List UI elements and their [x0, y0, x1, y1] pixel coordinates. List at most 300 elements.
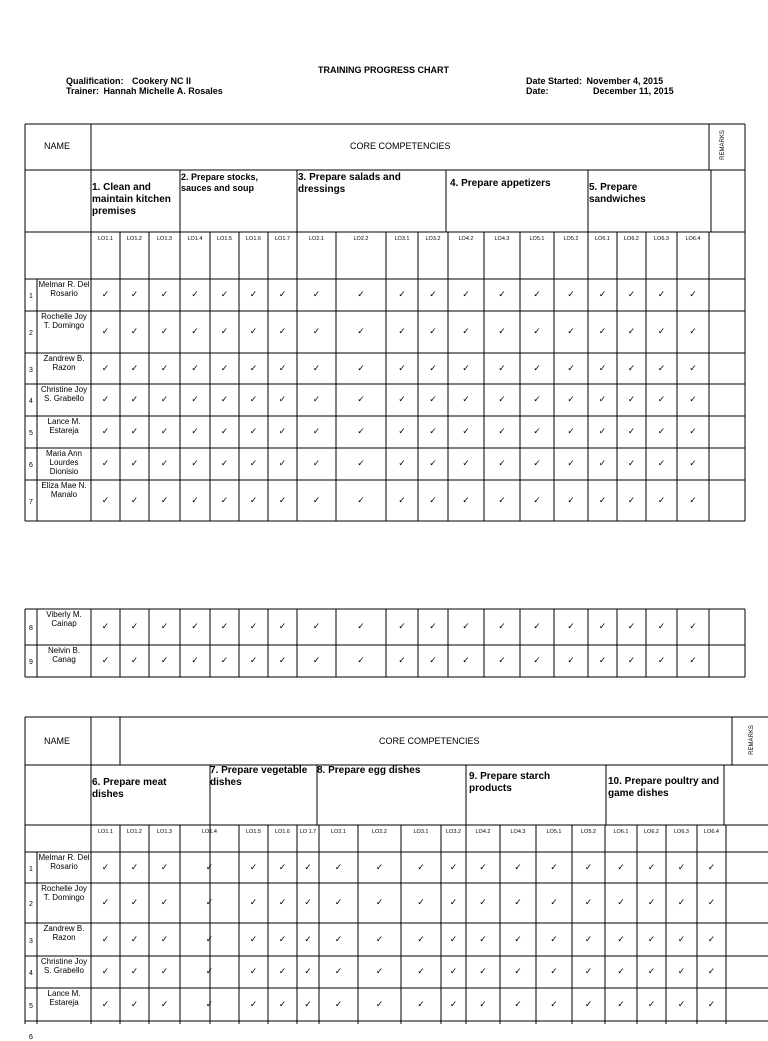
- table2-row-number: 2: [29, 901, 33, 908]
- table1-check-icon: ✓: [249, 494, 258, 505]
- table1-lo-header: LO1.4: [187, 236, 203, 242]
- table1-check-icon: ✓: [398, 426, 406, 436]
- table1-cont-check-icon: ✓: [398, 621, 406, 631]
- table2-check-icon: ✓: [249, 897, 258, 907]
- table2-check-icon: ✓: [449, 998, 458, 1009]
- table2-row-number: 1: [29, 865, 33, 873]
- table2-check-icon: ✓: [584, 897, 593, 907]
- table1-check-icon: ✓: [567, 426, 575, 436]
- table1-row-number: 3: [29, 366, 33, 374]
- table1-check-icon: ✓: [130, 458, 139, 468]
- table1-row-number: 2: [29, 330, 33, 337]
- table2-check-icon: ✓: [417, 998, 425, 1009]
- table1-check-icon: ✓: [598, 326, 607, 336]
- table1-row-number: 1: [29, 293, 33, 300]
- table2-check-icon: ✓: [550, 897, 558, 907]
- table2-lo-header: LO6.2: [644, 829, 659, 835]
- table2-check-icon: ✓: [617, 998, 625, 1009]
- table2-check-icon: ✓: [130, 861, 139, 872]
- table1-check-icon: ✓: [160, 362, 169, 373]
- table2-lo-header: LO6.4: [704, 829, 719, 835]
- table2-student-name: Zandrew B. Razon: [43, 924, 85, 942]
- table2-check-icon: ✓: [647, 933, 656, 944]
- table1-student-name: Eliza Mae N. Manalo: [41, 481, 87, 499]
- table1-cont-check-icon: ✓: [249, 621, 258, 631]
- table1-cont-check-icon: ✓: [657, 655, 666, 665]
- table1-lo-header: LO3.1: [394, 236, 410, 242]
- table1-check-icon: ✓: [160, 289, 169, 299]
- table2-lo-header: LO6.3: [674, 829, 689, 835]
- table1-check-icon: ✓: [567, 494, 575, 505]
- table2-check-icon: ✓: [130, 998, 139, 1009]
- table1-lo-header: LO2.1: [309, 236, 324, 242]
- table2-check-icon: ✓: [677, 861, 686, 872]
- table1-row-number: 5: [29, 430, 33, 437]
- table1-lo-header: LO1.1: [98, 236, 113, 242]
- table1-check-icon: ✓: [191, 458, 199, 468]
- table2-check-icon: ✓: [514, 861, 522, 872]
- table1-check-icon: ✓: [357, 458, 365, 468]
- table1-remarks-header: REMARKS: [720, 130, 726, 160]
- table1-check-icon: ✓: [498, 426, 506, 436]
- date-started-value: November 4, 2015: [586, 76, 664, 86]
- table1-check-icon: ✓: [191, 362, 199, 373]
- qualification-value: Cookery NC II: [132, 76, 192, 86]
- table2-check-icon: ✓: [101, 998, 110, 1009]
- table1-check-icon: ✓: [598, 426, 607, 436]
- table1-check-icon: ✓: [160, 458, 169, 468]
- table2-competency-10: 10. Prepare poultry and game dishes: [608, 776, 720, 799]
- table2-check-icon: ✓: [130, 933, 139, 944]
- table1-check-icon: ✓: [462, 494, 470, 505]
- table2-check-icon: ✓: [514, 998, 522, 1009]
- table1-cont-row-number: 9: [29, 659, 33, 666]
- table2-lo-header: LO4.2: [475, 829, 491, 835]
- table2-lo-header: LO1.2: [127, 829, 142, 835]
- table2-check-icon: ✓: [449, 861, 458, 872]
- table2-check-icon: ✓: [375, 897, 384, 907]
- table1-check-icon: ✓: [567, 326, 575, 336]
- table1-check-icon: ✓: [533, 494, 541, 505]
- table2-check-icon: ✓: [647, 897, 656, 907]
- table2-student-name: Christine Joy S. Grabello: [40, 957, 88, 975]
- table2-row-number: 6: [29, 1033, 33, 1041]
- table1-check-icon: ✓: [130, 289, 139, 299]
- table1-check-icon: ✓: [130, 394, 139, 404]
- table1-check-icon: ✓: [657, 426, 666, 436]
- table2-check-icon: ✓: [550, 998, 558, 1009]
- trainer-line: [66, 86, 223, 97]
- table1-competency-1: 1. Clean and maintain kitchen premises: [92, 182, 171, 217]
- table1-competency-2: 2. Prepare stocks, sauces and soup: [181, 172, 259, 193]
- table2-lo-header: LO3.2: [446, 829, 461, 835]
- table2-student-name: Rochelle Joy T. Domingo: [41, 884, 87, 902]
- table2-lo-header: LO4.3: [510, 829, 526, 835]
- table2-check-icon: ✓: [375, 861, 384, 872]
- table2-check-icon: ✓: [249, 933, 258, 944]
- table1-cont-row-number: 8: [29, 625, 33, 632]
- table2-check-icon: ✓: [479, 861, 487, 872]
- table1-check-icon: ✓: [598, 289, 607, 299]
- table1-check-icon: ✓: [498, 289, 506, 299]
- table2-check-icon: ✓: [334, 861, 343, 872]
- table1-student-name: Zandrew B. Razon: [43, 354, 85, 372]
- table2-check-icon: ✓: [617, 933, 625, 944]
- table1-lo-header: LO4.2: [458, 236, 474, 242]
- table1-check-icon: ✓: [462, 394, 470, 404]
- table1-check-icon: ✓: [160, 394, 169, 404]
- table1-lo-header: LO1.2: [127, 236, 142, 242]
- table1-competency-4: 4. Prepare appetizers: [450, 178, 551, 189]
- table1-cont-check-icon: ✓: [462, 621, 470, 631]
- table1-check-icon: ✓: [498, 326, 506, 336]
- table2-check-icon: ✓: [304, 998, 312, 1009]
- table1-check-icon: ✓: [689, 289, 697, 299]
- table1-check-icon: ✓: [220, 458, 229, 468]
- table1-cont-check-icon: ✓: [101, 655, 110, 665]
- date-value: December 11, 2015: [593, 86, 674, 96]
- table1-lo-header: LO1.3: [157, 236, 172, 242]
- table1-check-icon: ✓: [429, 494, 437, 505]
- table1-row-number: 6: [29, 462, 33, 469]
- table1-check-icon: ✓: [689, 426, 697, 436]
- table1-cont-check-icon: ✓: [398, 655, 406, 665]
- table2-check-icon: ✓: [677, 966, 686, 976]
- table2-lo-header: LO2.2: [372, 829, 387, 835]
- table1-cont-check-icon: ✓: [191, 655, 199, 665]
- table1-check-icon: ✓: [220, 494, 229, 505]
- table1-cont-check-icon: ✓: [101, 621, 110, 631]
- table2-check-icon: ✓: [514, 897, 522, 907]
- table1-cont-check-icon: ✓: [220, 621, 229, 631]
- table2-check-icon: ✓: [375, 933, 384, 944]
- table1-cont-check-icon: ✓: [627, 621, 636, 631]
- table1-check-icon: ✓: [398, 494, 406, 505]
- table1-check-icon: ✓: [627, 494, 636, 505]
- table2-check-icon: ✓: [205, 861, 214, 872]
- table1-lo-header: LO3.2: [425, 236, 441, 242]
- table1-check-icon: ✓: [101, 458, 110, 468]
- table1-lo-header: LO6.4: [685, 236, 701, 242]
- table1-check-icon: ✓: [101, 289, 110, 299]
- table2-check-icon: ✓: [205, 998, 214, 1009]
- table1-check-icon: ✓: [462, 362, 470, 373]
- table2-check-icon: ✓: [479, 966, 487, 976]
- table1-cont-check-icon: ✓: [689, 621, 697, 631]
- table1-check-icon: ✓: [160, 326, 169, 336]
- table1-check-icon: ✓: [462, 289, 470, 299]
- table2-check-icon: ✓: [514, 966, 522, 976]
- table1-check-icon: ✓: [689, 362, 697, 373]
- table2-check-icon: ✓: [334, 966, 343, 976]
- table1-check-icon: ✓: [533, 394, 541, 404]
- table1-check-icon: ✓: [498, 494, 506, 505]
- table1-cont-check-icon: ✓: [533, 655, 541, 665]
- table2-check-icon: ✓: [205, 933, 214, 944]
- trainer-value: Hannah Michelle A. Rosales: [103, 86, 223, 96]
- date-line: [526, 86, 674, 97]
- table1-check-icon: ✓: [627, 289, 636, 299]
- table1-cont-check-icon: ✓: [689, 655, 697, 665]
- table2-check-icon: ✓: [130, 966, 139, 976]
- table1-check-icon: ✓: [398, 458, 406, 468]
- table1-lo-header: LO6.1: [595, 236, 610, 242]
- table1-check-icon: ✓: [160, 494, 169, 505]
- table2-lo-header: LO1.6: [275, 829, 290, 835]
- table1-check-icon: ✓: [567, 289, 575, 299]
- table1-check-icon: ✓: [689, 394, 697, 404]
- table1-check-icon: ✓: [249, 426, 258, 436]
- table2-competency-8: 8. Prepare egg dishes: [317, 765, 421, 776]
- table1-check-icon: ✓: [462, 458, 470, 468]
- table2-check-icon: ✓: [278, 897, 287, 907]
- table2-check-icon: ✓: [249, 998, 258, 1009]
- page-title: TRAINING PROGRESS CHART: [318, 65, 450, 75]
- table1-check-icon: ✓: [567, 458, 575, 468]
- table1-cont-check-icon: ✓: [567, 621, 575, 631]
- table2-check-icon: ✓: [677, 897, 686, 907]
- table2-core-header: CORE COMPETENCIES: [379, 736, 480, 746]
- table2-check-icon: ✓: [707, 933, 716, 944]
- table2-check-icon: ✓: [617, 861, 625, 872]
- table1-check-icon: ✓: [220, 394, 229, 404]
- table1-check-icon: ✓: [498, 458, 506, 468]
- table1-check-icon: ✓: [130, 494, 139, 505]
- table2-lo-header: LO 1.7: [299, 829, 317, 835]
- table1-cont-check-icon: ✓: [598, 621, 607, 631]
- table2-check-icon: ✓: [205, 897, 214, 907]
- table1-check-icon: ✓: [533, 362, 541, 373]
- table1-check-icon: ✓: [429, 362, 437, 373]
- table2-check-icon: ✓: [584, 998, 593, 1009]
- trainer-label: Trainer:: [66, 86, 100, 96]
- table2-lo-header: LO2.1: [331, 829, 346, 835]
- table1-lo-header: LO1.5: [217, 236, 232, 242]
- table1-check-icon: ✓: [278, 289, 287, 299]
- date-label: Date:: [526, 86, 549, 96]
- table1-competency-3: 3. Prepare salads and dressings: [298, 172, 401, 195]
- table1-check-icon: ✓: [533, 426, 541, 436]
- table2-student-name: Lance M. Estareja: [47, 989, 81, 1007]
- table2-student-name: [37, 1022, 91, 1023]
- table1-cont-check-icon: ✓: [567, 655, 575, 665]
- table2-check-icon: ✓: [249, 861, 258, 872]
- table1-check-icon: ✓: [657, 289, 666, 299]
- table1-check-icon: ✓: [220, 362, 229, 373]
- table1-check-icon: ✓: [462, 326, 470, 336]
- table1-check-icon: ✓: [533, 458, 541, 468]
- table2-row-number: 5: [29, 1002, 33, 1010]
- table2-check-icon: ✓: [375, 998, 384, 1009]
- table1-check-icon: ✓: [191, 494, 199, 505]
- table1-check-icon: ✓: [191, 426, 199, 436]
- table1-cont-check-icon: ✓: [357, 621, 365, 631]
- table1-cont-check-icon: ✓: [429, 655, 437, 665]
- table2-competency-7: 7. Prepare vegetable dishes: [210, 765, 308, 788]
- table2-check-icon: ✓: [550, 966, 558, 976]
- table1-cont-check-icon: ✓: [278, 655, 287, 665]
- table2-check-icon: ✓: [647, 861, 656, 872]
- table1-row-number: 7: [29, 498, 33, 506]
- table1-check-icon: ✓: [357, 289, 365, 299]
- table1-check-icon: ✓: [312, 394, 321, 404]
- table1-check-icon: ✓: [249, 458, 258, 468]
- table1-check-icon: ✓: [220, 326, 229, 336]
- table1-check-icon: ✓: [498, 362, 506, 373]
- table1-check-icon: ✓: [533, 289, 541, 299]
- table1-row-number: 4: [29, 398, 33, 405]
- table1-check-icon: ✓: [191, 289, 199, 299]
- table2-check-icon: ✓: [160, 998, 169, 1009]
- table1-check-icon: ✓: [689, 458, 697, 468]
- table2-check-icon: ✓: [647, 998, 656, 1009]
- table1-check-icon: ✓: [191, 326, 199, 336]
- table2-check-icon: ✓: [334, 897, 343, 907]
- table2-check-icon: ✓: [677, 998, 686, 1009]
- table1-check-icon: ✓: [101, 426, 110, 436]
- table1-check-icon: ✓: [533, 326, 541, 336]
- table2-lo-header: LO1.3: [157, 829, 172, 835]
- table2-check-icon: ✓: [278, 933, 287, 944]
- table1-name-header: NAME: [44, 141, 71, 151]
- table1-check-icon: ✓: [357, 362, 365, 373]
- table1-check-icon: ✓: [429, 458, 437, 468]
- table2-remarks-header: REMARKS: [749, 725, 755, 755]
- date-started-label: Date Started:: [526, 76, 583, 86]
- table1-cont-student-name: Viberly M. Cainap: [46, 610, 82, 628]
- table1-student-name: Maria Ann Lourdes Dionisio: [45, 449, 83, 476]
- table1-check-icon: ✓: [689, 494, 697, 505]
- table2-check-icon: ✓: [449, 897, 458, 907]
- table2-check-icon: ✓: [617, 966, 625, 976]
- table2-check-icon: ✓: [101, 861, 110, 872]
- table1-check-icon: ✓: [160, 426, 169, 436]
- table1-lo-header: LO6.2: [624, 236, 639, 242]
- table1-check-icon: ✓: [627, 362, 636, 373]
- table1-lo-header: LO5.2: [563, 236, 579, 242]
- table1-check-icon: ✓: [101, 394, 110, 404]
- table1-check-icon: ✓: [689, 326, 697, 336]
- table2-lo-header: LO5.1: [546, 829, 562, 835]
- table2-lo-header: LO3.1: [413, 829, 429, 835]
- table2-check-icon: ✓: [249, 966, 258, 976]
- table2-check-icon: ✓: [101, 933, 110, 944]
- table2-check-icon: ✓: [707, 861, 716, 872]
- table1-cont-check-icon: ✓: [278, 621, 287, 631]
- table2-check-icon: ✓: [479, 933, 487, 944]
- table1-competency-5: 5. Prepare sandwiches: [589, 182, 646, 205]
- table2-check-icon: ✓: [584, 966, 593, 976]
- table2-check-icon: ✓: [647, 966, 656, 976]
- table1-check-icon: ✓: [357, 394, 365, 404]
- table1-check-icon: ✓: [312, 326, 321, 336]
- table1-check-icon: ✓: [101, 362, 110, 373]
- table1-lo-header: LO1.6: [246, 236, 261, 242]
- table1-cont-check-icon: ✓: [657, 621, 666, 631]
- table1-check-icon: ✓: [278, 362, 287, 373]
- table1-check-icon: ✓: [429, 394, 437, 404]
- table2-check-icon: ✓: [584, 933, 593, 944]
- table1-check-icon: ✓: [498, 394, 506, 404]
- table1-check-icon: ✓: [627, 458, 636, 468]
- table1-student-name: Rochelle Joy T. Domingo: [41, 312, 87, 330]
- table1-cont-check-icon: ✓: [357, 655, 365, 665]
- table1-cont-check-icon: ✓: [533, 621, 541, 631]
- table1-student-name: Christine Joy S. Grabello: [40, 385, 88, 403]
- table2-check-icon: ✓: [304, 897, 312, 907]
- table1-cont-check-icon: ✓: [598, 655, 607, 665]
- table1-cont-check-icon: ✓: [312, 621, 321, 631]
- table1-check-icon: ✓: [398, 326, 406, 336]
- table1-cont-check-icon: ✓: [220, 655, 229, 665]
- table1-check-icon: ✓: [130, 326, 139, 336]
- table2-check-icon: ✓: [417, 966, 425, 976]
- table2-check-icon: ✓: [617, 897, 625, 907]
- table1-lo-header: LO1.7: [275, 236, 290, 242]
- table1-cont-check-icon: ✓: [429, 621, 437, 631]
- table2-check-icon: ✓: [449, 966, 458, 976]
- table1-check-icon: ✓: [462, 426, 470, 436]
- table1-cont-check-icon: ✓: [462, 655, 470, 665]
- table1-check-icon: ✓: [429, 326, 437, 336]
- table1-check-icon: ✓: [130, 362, 139, 373]
- table1-cont-check-icon: ✓: [160, 621, 169, 631]
- table2-check-icon: ✓: [160, 861, 169, 872]
- table1-check-icon: ✓: [657, 362, 666, 373]
- table2-check-icon: ✓: [334, 933, 343, 944]
- table1-check-icon: ✓: [249, 362, 258, 373]
- table2-check-icon: ✓: [707, 966, 716, 976]
- table1-check-icon: ✓: [249, 289, 258, 299]
- table1-lo-header: LO2.2: [353, 236, 369, 242]
- table2-check-icon: ✓: [304, 861, 312, 872]
- table1-check-icon: ✓: [249, 326, 258, 336]
- table2-check-icon: ✓: [375, 966, 384, 976]
- table2-lo-header: LO1.4: [202, 829, 217, 835]
- table1-check-icon: ✓: [278, 494, 287, 505]
- table2-check-icon: ✓: [417, 897, 425, 907]
- table1-check-icon: ✓: [278, 458, 287, 468]
- table1-check-icon: ✓: [567, 394, 575, 404]
- table1-check-icon: ✓: [357, 426, 365, 436]
- table2-check-icon: ✓: [278, 966, 287, 976]
- table1-cont-check-icon: ✓: [130, 621, 139, 631]
- table1-check-icon: ✓: [598, 362, 607, 373]
- table1-check-icon: ✓: [312, 458, 321, 468]
- table2-lo-header: LO1.1: [98, 829, 113, 835]
- table2-check-icon: ✓: [550, 933, 558, 944]
- table2-check-icon: ✓: [334, 998, 343, 1009]
- table1-cont-check-icon: ✓: [191, 621, 199, 631]
- table2-student-name: Melmar R. Del Rosario: [38, 853, 90, 871]
- table1-check-icon: ✓: [398, 394, 406, 404]
- table1-check-icon: ✓: [101, 494, 110, 505]
- table1-check-icon: ✓: [429, 289, 437, 299]
- table2-row-number: 3: [29, 937, 33, 945]
- table1-check-icon: ✓: [398, 289, 406, 299]
- table2-check-icon: ✓: [707, 897, 716, 907]
- table2-check-icon: ✓: [205, 966, 214, 976]
- table2-check-icon: ✓: [677, 933, 686, 944]
- table1-check-icon: ✓: [627, 394, 636, 404]
- table2-check-icon: ✓: [707, 998, 716, 1009]
- table1-check-icon: ✓: [598, 494, 607, 505]
- table2-check-icon: ✓: [160, 897, 169, 907]
- table1-check-icon: ✓: [657, 326, 666, 336]
- table2-check-icon: ✓: [514, 933, 522, 944]
- table1-student-name: Lance M. Estareja: [47, 417, 81, 435]
- table1-lo-header: LO6.3: [654, 236, 669, 242]
